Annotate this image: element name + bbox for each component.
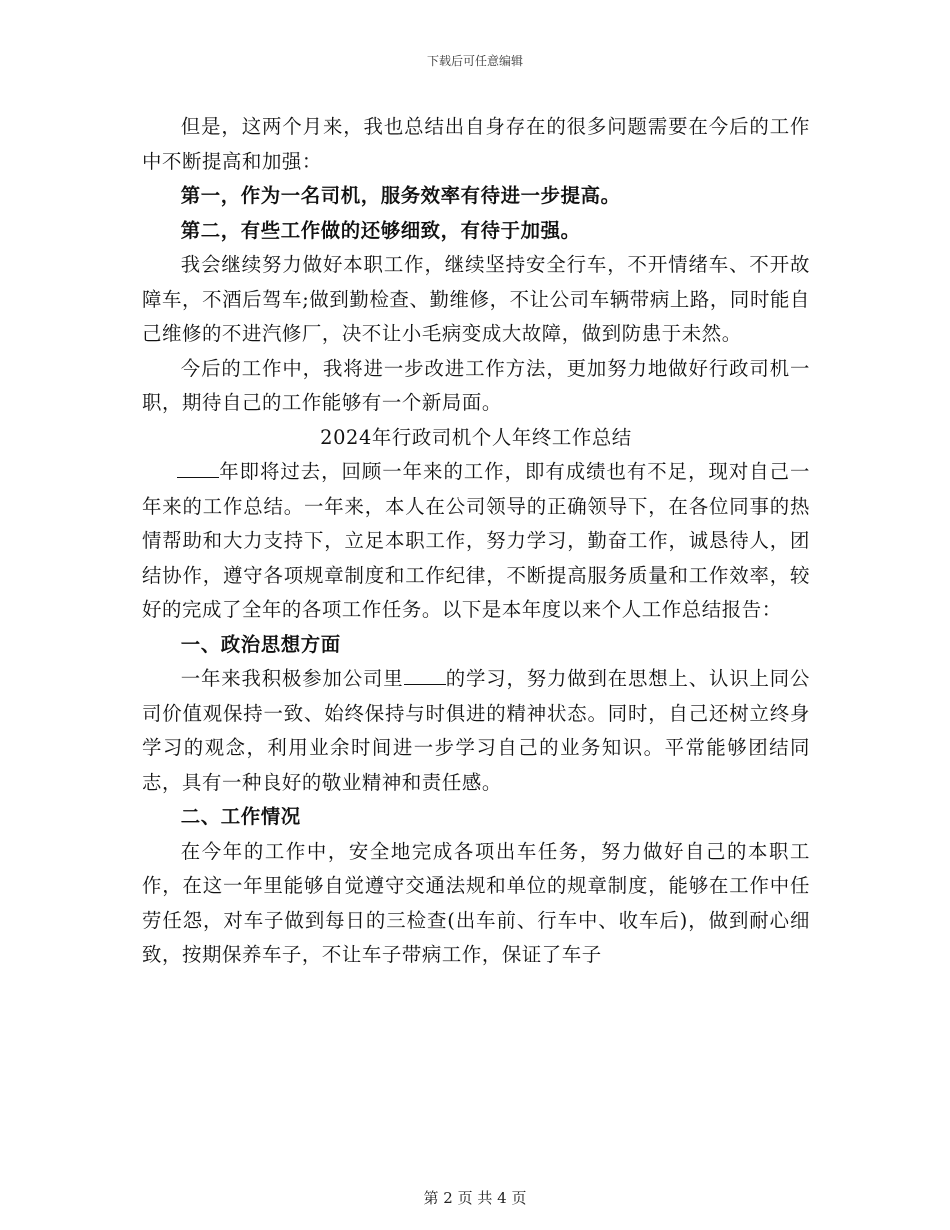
page-header: 下载后可任意编辑 xyxy=(426,54,523,68)
paragraph-point-one: 第一，作为一名司机，服务效率有待进一步提高。 xyxy=(180,184,621,207)
paragraph-work-situation: 在今年的工作中，安全地完成各项出车任务，努力做好自己的本职工作，在这一年里能够自觉遵守交通法规和单位的规章制度，能够在工作中任劳任怨，对车子做到每日的三检查(出车前、行车中、收车后)，做到耐心细致，按期保养车子，不让车子带病工作，保证了车子 xyxy=(142,839,810,966)
document-title: 2024年行政司机个人年终工作总结 xyxy=(320,425,632,449)
paragraph-year-review xyxy=(142,455,810,628)
paragraph-point-two: 第二，有些工作做的还够细致，有待于加强。 xyxy=(180,218,581,242)
document-body xyxy=(142,110,810,973)
paragraph-political-thought xyxy=(142,662,810,800)
paragraph-political-text-a: 一年来我积极参加公司里 xyxy=(180,667,404,690)
paragraph-problems-intro: 但是，这两个月来，我也总结出自身存在的很多问题需要在今后的工作中不断提高和加强： xyxy=(142,115,810,173)
fill-in-blank xyxy=(177,476,219,478)
paragraph-political-text-b: 的学习，努力做到在思想上、认识上同公司价值观保持一致、始终保持与时俱进的精神状态。同时，自己还树立终身学习的观念，利用业余时间进一步学习自己的业务知识。平常能够团结同志，具有一种良好的敬业精神和责任感。 xyxy=(142,667,810,794)
page-number: 第 2 页 共 4 页 xyxy=(423,1189,527,1207)
fill-in-blank xyxy=(404,683,446,685)
paragraph-year-review-text: 年即将过去，回顾一年来的工作，即有成绩也有不足，现对自己一年来的工作总结。一年来，本人在公司领导的正确领导下，在各位同事的热情帮助和大力支持下，立足本职工作，努力学习，勤奋工作，诚恳待人，团结协作，遵守各项规章制度和工作纪律，不断提高服务质量和工作效率，较好的完成了全年的各项工作任务。以下是本年度以来个人工作总结报告： xyxy=(142,460,810,621)
paragraph-future-work: 今后的工作中，我将进一步改进工作方法，更加努力地做好行政司机一职，期待自己的工作能够有一个新局面。 xyxy=(142,356,810,414)
section-heading-work: 二、工作情况 xyxy=(180,805,301,828)
paragraph-commitment: 我会继续努力做好本职工作，继续坚持安全行车，不开情绪车、不开故障车，不酒后驾车;做到勤检查、勤维修，不让公司车辆带病上路，同时能自己维修的不进汽修厂，决不让小毛病变成大故障，做到防患于未然。 xyxy=(142,253,810,345)
section-heading-political: 一、政治思想方面 xyxy=(180,632,341,656)
